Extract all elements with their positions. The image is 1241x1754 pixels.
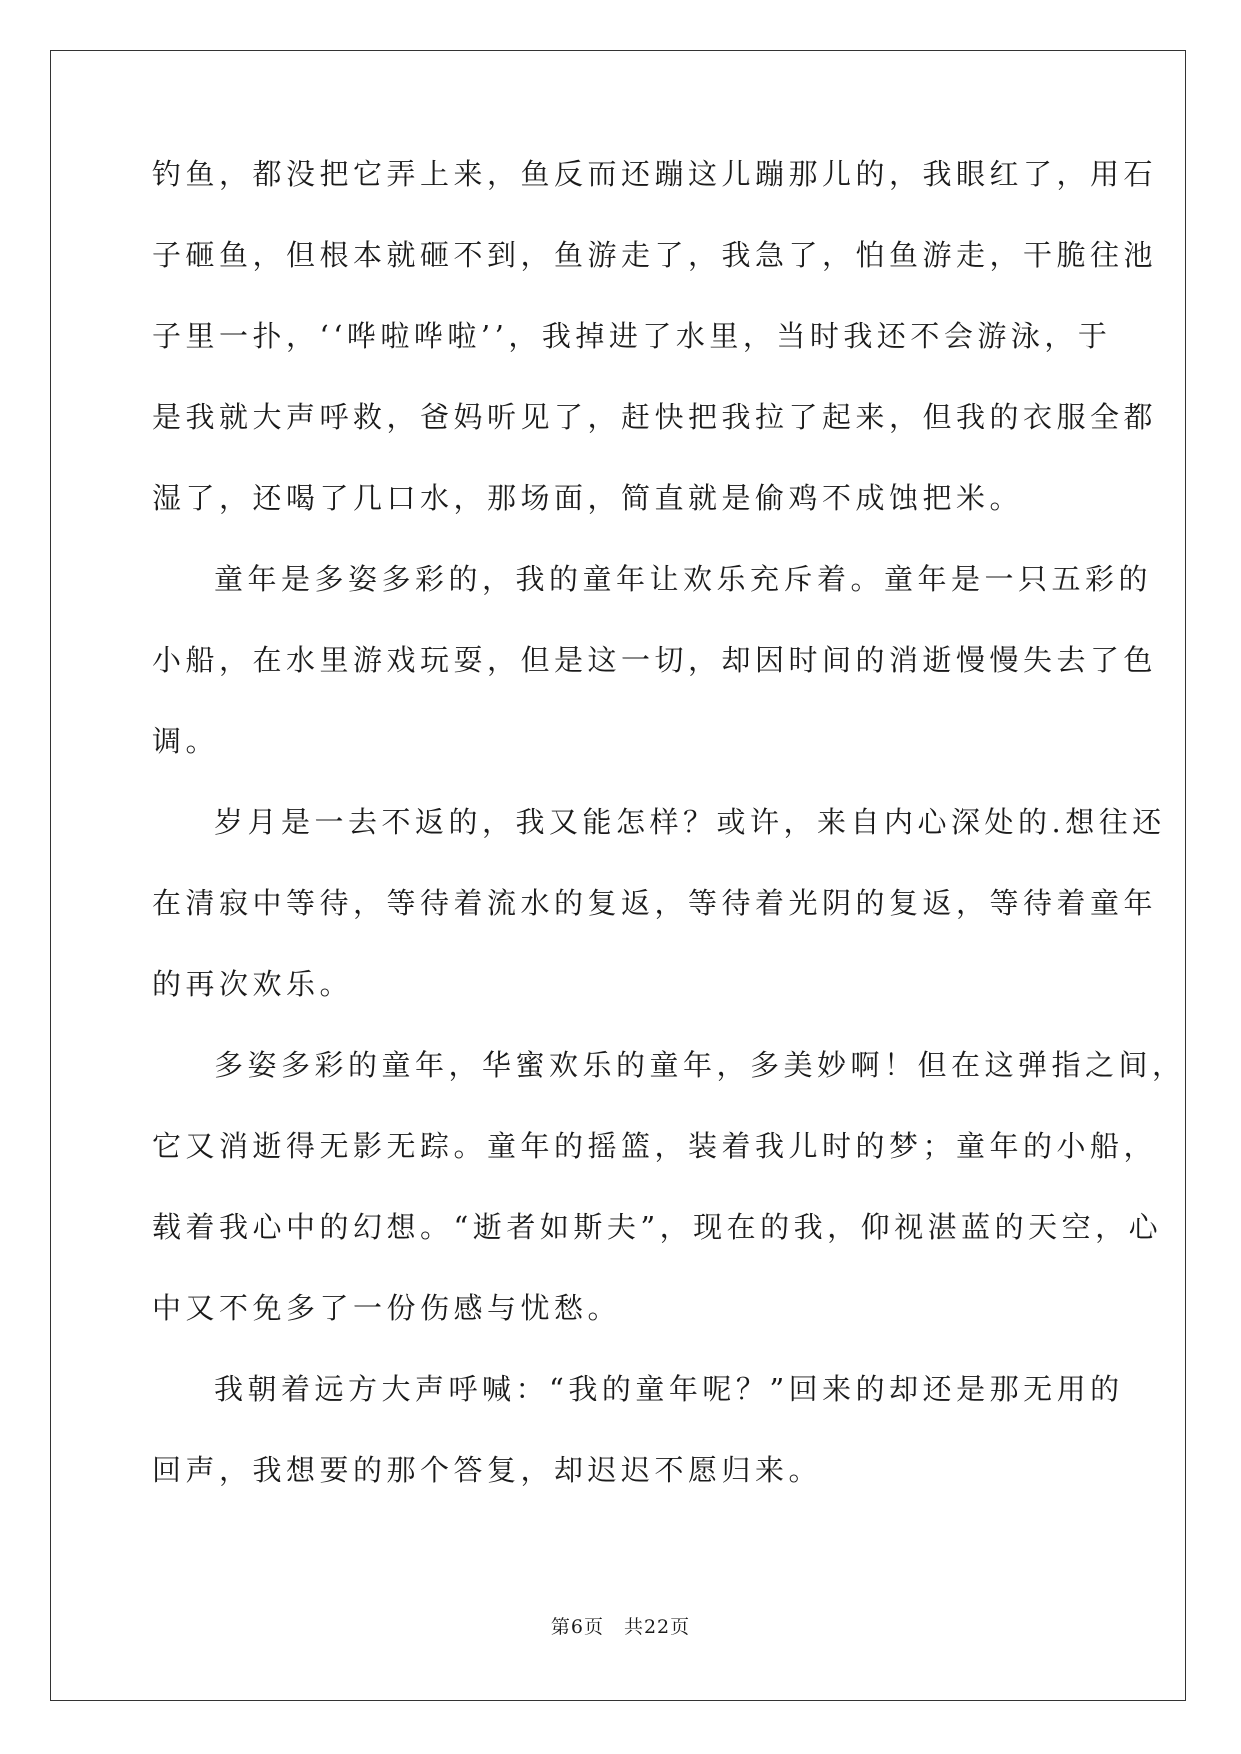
- text-line: 是我就大声呼救，爸妈听见了，赶快把我拉了起来，但我的衣服全都: [152, 400, 1158, 434]
- text-line: 子砸鱼，但根本就砸不到，鱼游走了，我急了，怕鱼游走，干脆往池: [152, 238, 1158, 272]
- text-line: 它又消逝得无影无踪。童年的摇篮，装着我儿时的梦；童年的小船，: [152, 1129, 1158, 1163]
- text-line: 调。: [152, 724, 220, 758]
- total-pages-prefix: 共: [623, 1616, 644, 1638]
- text-line: 子里一扑，‘‘哗啦哗啦’’，我掉进了水里，当时我还不会游泳，于: [152, 319, 1112, 353]
- text-line: 的再次欢乐。: [152, 967, 354, 1001]
- document-body: [152, 157, 1186, 1537]
- page-footer: [0, 1612, 1241, 1639]
- text-line: 钓鱼，都没把它弄上来，鱼反而还蹦这儿蹦那儿的，我眼红了，用石: [152, 157, 1158, 191]
- paragraph: [152, 1048, 1186, 1325]
- text-line: 回声，我想要的那个答复，却迟迟不愿归来。: [152, 1453, 823, 1487]
- total-pages: 22: [643, 1616, 671, 1638]
- text-line: 童年是多姿多彩的，我的童年让欢乐充斥着。童年是一只五彩的: [214, 562, 1153, 596]
- text-line: 中又不免多了一份伤感与忧愁。: [152, 1291, 622, 1325]
- text-line: 我朝着远方大声呼喊：“我的童年呢？”回来的却还是那无用的: [214, 1372, 1124, 1406]
- text-line: 湿了，还喝了几口水，那场面，简直就是偷鸡不成蚀把米。: [152, 481, 1024, 515]
- paragraph: [152, 805, 1166, 1001]
- text-line: 多姿多彩的童年，华蜜欢乐的童年，多美妙啊！但在这弹指之间，: [214, 1048, 1186, 1082]
- paragraph: [152, 562, 1158, 758]
- paragraph: [152, 1372, 1124, 1487]
- paragraph: [152, 157, 1158, 515]
- total-pages-suffix: 页: [670, 1616, 691, 1638]
- text-line: 小船，在水里游戏玩耍，但是这一切，却因时间的消逝慢慢失去了色: [152, 643, 1158, 677]
- text-line: 岁月是一去不返的，我又能怎样？或许，来自内心深处的.想往还: [214, 805, 1166, 839]
- page-number-suffix: 页: [583, 1616, 604, 1638]
- text-line: 在清寂中等待，等待着流水的复返，等待着光阴的复返，等待着童年: [152, 886, 1158, 920]
- text-line: 载着我心中的幻想。“逝者如斯夫”，现在的我，仰视湛蓝的天空，心: [152, 1210, 1163, 1244]
- page-number-prefix: 第: [550, 1616, 571, 1638]
- page-number: 6: [570, 1616, 584, 1638]
